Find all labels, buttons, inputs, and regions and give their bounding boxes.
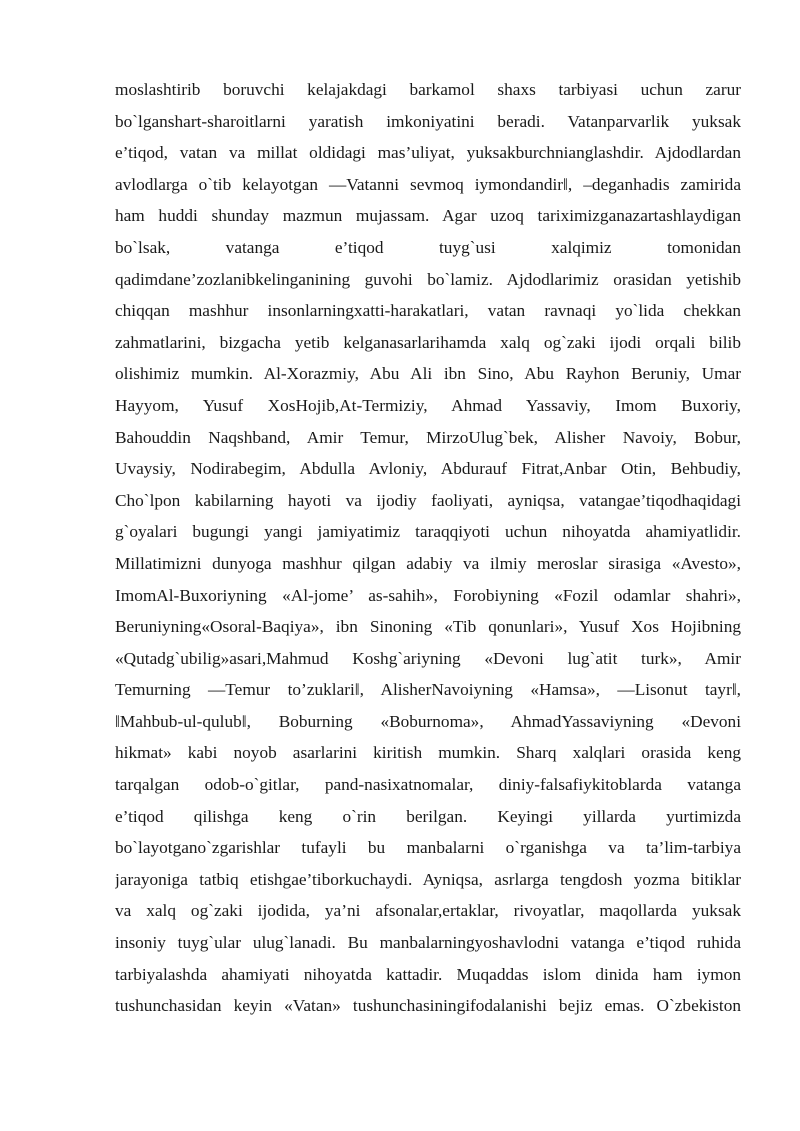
text-line: bo`layotgano`zgarishlar tufayli bu manbalarni o`rganishga va ta’lim-tarbiya: [115, 838, 741, 858]
text-line: insoniy tuyg`ular ulug`lanadi. Bu manbalarningyoshavlodni vatanga e’tiqod ruhida: [115, 933, 741, 953]
text-line: tarqalgan odob-o`gitlar, pand-nasixatnomalar, diniy-falsafiykitoblarda vatanga: [115, 775, 741, 795]
text-line: «Qutadg`ubilig»asari,Mahmud Koshg`ariyning «Devoni lug`atit turk», Amir: [115, 648, 741, 668]
text-line: tarbiyalashda ahamiyati nihoyatda kattadir. Muqaddas islom dinida ham iymon: [115, 964, 741, 984]
text-line: ham huddi shunday mazmun mujassam. Agar uzoq tariximizganazartashlaydigan: [115, 206, 741, 226]
text-line: moslashtirib boruvchi kelajakdagi barkamol shaxs tarbiyasi uchun zarur: [115, 80, 741, 99]
text-line: chiqqan mashhur insonlarningxatti-harakatlari, vatan ravnaqi yo`lida chekkan: [115, 301, 741, 321]
text-line: avlodlarga o`tib kelayotgan ―Vatanni sevmoq iymondandir‖, –deganhadis zamirida: [115, 174, 741, 194]
body-text: [115, 74, 741, 1022]
text-line: olishimiz mumkin. Al-Xorazmiy, Abu Ali ibn Sino, Abu Rayhon Beruniy, Umar: [115, 364, 741, 384]
text-line: Uvaysiy, Nodirabegim, Abdulla Avloniy, Abdurauf Fitrat,Anbar Otin, Behbudiy,: [115, 459, 741, 479]
text-line: Millatimizni dunyoga mashhur qilgan adabiy va ilmiy meroslar sirasiga «Avesto»,: [115, 553, 741, 573]
text-line: bo`lsak, vatanga e’tiqod tuyg`usi xalqimiz tomonidan: [115, 237, 741, 257]
text-line: zahmatlarini, bizgacha yetib kelganasarlarihamda xalq og`zaki ijodi orqali bilib: [115, 332, 741, 352]
text-line: bo`lganshart-sharoitlarni yaratish imkoniyatini beradi. Vatanparvarlik yuksak: [115, 111, 741, 131]
text-line: Temurning ―Temur to’zuklari‖, AlisherNavoiyning «Hamsa», ―Lisonut tayr‖,: [115, 680, 741, 700]
text-line: e’tiqod, vatan va millat oldidagi mas’uliyat, yuksakburchnianglashdir. Ajdodlardan: [115, 143, 741, 163]
text-line: Hayyom, Yusuf XosHojib,At-Termiziy, Ahmad Yassaviy, Imom Buxoriy,: [115, 395, 741, 415]
text-line: va xalq og`zaki ijodida, ya’ni afsonalar,ertaklar, rivoyatlar, maqollarda yuksak: [115, 901, 741, 921]
text-line: Cho`lpon kabilarning hayoti va ijodiy faoliyati, ayniqsa, vatangae’tiqodhaqidagi: [115, 490, 741, 510]
text-line: hikmat» kabi noyob asarlarini kiritish mumkin. Sharq xalqlari orasida keng: [115, 743, 741, 763]
text-line: Bahouddin Naqshband, Amir Temur, MirzoUlug`bek, Alisher Navoiy, Bobur,: [115, 427, 741, 447]
text-line: g`oyalari bugungi yangi jamiyatimiz taraqqiyoti uchun nihoyatda ahamiyatlidir.: [115, 522, 741, 542]
text-line: ‖Mahbub-ul-qulub‖, Boburning «Boburnoma», AhmadYassaviyning «Devoni: [115, 711, 741, 731]
text-line: jarayoniga tatbiq etishgae’tiborkuchaydi. Ayniqsa, asrlarga tengdosh yozma bitiklar: [115, 869, 741, 889]
text-line: tushunchasidan keyin «Vatan» tushunchasiningifodalanishi bejiz emas. O`zbekiston: [115, 996, 741, 1016]
text-line: ImomAl-Buxoriyning «Al-jome’ as-sahih», Forobiyning «Fozil odamlar shahri»,: [115, 585, 741, 605]
text-line: qadimdane’zozlanibkelinganining guvohi bo`lamiz. Ajdodlarimiz orasidan yetishib: [115, 269, 741, 289]
text-line: e’tiqod qilishga keng o`rin berilgan. Keyingi yillarda yurtimizda: [115, 806, 741, 826]
text-line: Beruniyning«Osoral-Baqiya», ibn Sinoning «Tib qonunlari», Yusuf Xos Hojibning: [115, 617, 741, 637]
